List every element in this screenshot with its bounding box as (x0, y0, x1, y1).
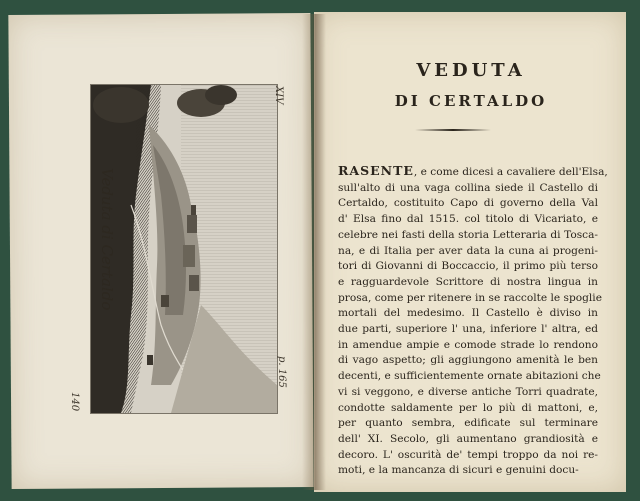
page-subtitle: DI CERTALDO (394, 92, 548, 110)
title-divider (415, 129, 491, 131)
page-title: VEDUTA (416, 60, 526, 81)
text-line: mortali del medesimo. Il Castello è diviso in (338, 307, 598, 320)
text-line: d' Elsa fino dal 1515. col titolo di Vicariato, e (338, 213, 598, 226)
left-page-number: 140 (69, 392, 80, 412)
text-line: in amendue ampie e comode strade lo rendono (338, 338, 598, 351)
text-line: moti, e la mancanza di sicuri e genuini docu- (338, 464, 579, 477)
text-line: dell' XI. Secolo, gli aumentano grandiosità e (338, 432, 598, 445)
text-line: due parti, superiore l' una, inferiore l' altra, ed (338, 323, 598, 336)
text-line: Certaldo, costituito Capo di governo della Val (338, 197, 598, 210)
text-line: condotte saldamente per lo più di mattoni, e, (338, 401, 598, 414)
text-line: celebre nei fasti della storia Letteraria di Tosca- (338, 228, 598, 241)
page-reference: p. 165 (276, 356, 287, 388)
text-line: per quanto sembra, edificate sul terminare (338, 417, 598, 430)
body-text (338, 163, 608, 479)
text-line: decoro. L' oscurità de' tempi troppo da noi re- (338, 448, 598, 461)
plate-caption: Veduta di Certaldo (98, 168, 116, 311)
text-line: vi si veggono, e diverse antiche Torri quadrate, (338, 385, 598, 398)
book-gutter (302, 14, 326, 490)
text-line: prosa, come per ritenere in se raccolte le spoglie (338, 291, 602, 304)
text-line: di vago aspetto; gli aggiungono amenità le ben (338, 354, 598, 367)
text-line: na, e di Italia per aver data la cuna ai progeni- (338, 244, 598, 257)
text-line: e ragguardevole Scrittore di nostra lingua in (338, 275, 598, 288)
text-line: tori di Giovanni di Boccaccio, il primo più terso (338, 260, 598, 273)
text-line: sull'alto di una vaga collina siede il Castello di (338, 181, 598, 194)
text-line-1: RASENTE, e come dicesi a cavaliere dell'Elsa, (338, 163, 608, 178)
landscape-engraving (91, 85, 277, 413)
text-line: decenti, e sufficientemente ornate abitazioni che (338, 370, 601, 383)
engraving-plate (90, 84, 278, 414)
first-word: RASENTE (338, 163, 414, 178)
plate-number: XIV (273, 86, 284, 105)
